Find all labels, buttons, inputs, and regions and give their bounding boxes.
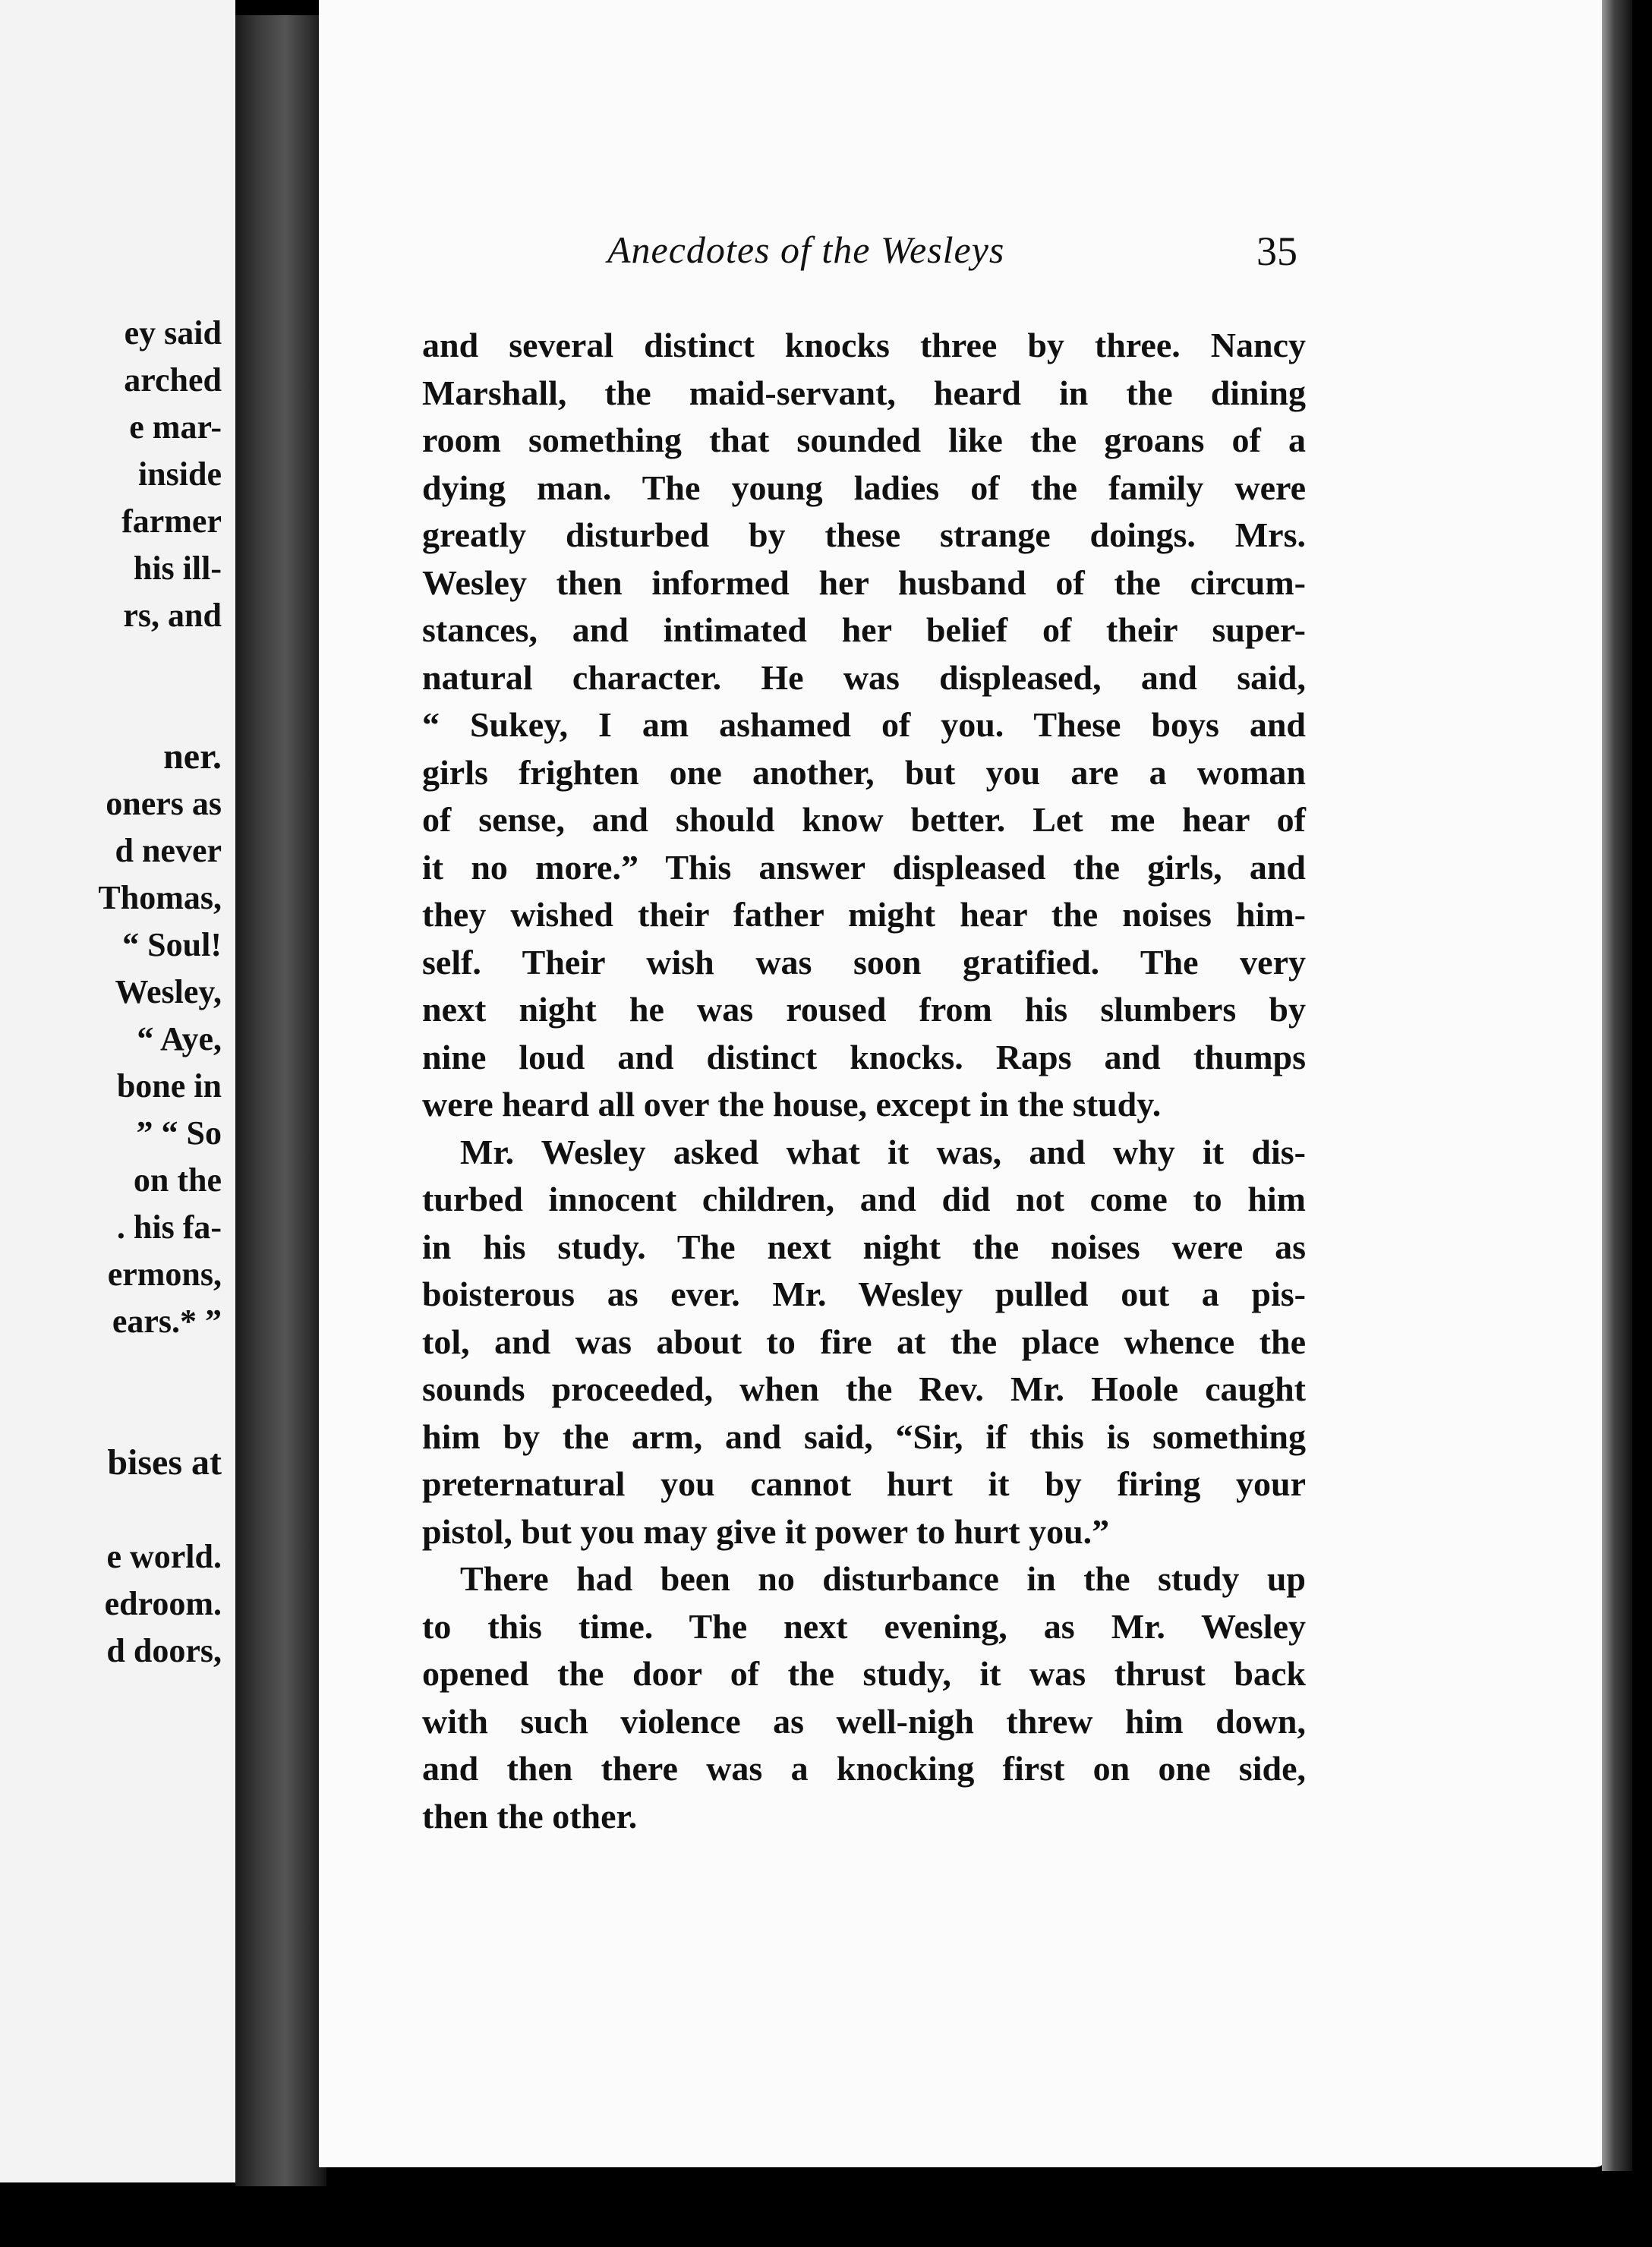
left-page-line	[0, 686, 222, 733]
text-line: boisterous as ever. Mr. Wesley pulled out a pis-	[422, 1275, 1306, 1313]
left-page-line: ears.* ”	[112, 1303, 222, 1340]
paragraph	[422, 1555, 1306, 1840]
body-text	[422, 322, 1306, 1840]
page-number: 35	[1256, 228, 1297, 274]
left-page-line: “ Soul!	[122, 926, 222, 963]
left-page-line: ner.	[163, 736, 222, 777]
left-page-line: rs, and	[123, 597, 222, 634]
text-line: Marshall, the maid-servant, heard in the dining	[422, 373, 1306, 412]
text-line: pistol, but you may give it power to hurt you.”	[422, 1511, 1110, 1551]
left-page-line: d doors,	[106, 1632, 222, 1669]
text-line: opened the door of the study, it was thrust back	[422, 1654, 1306, 1693]
text-line: natural character. He was displeased, and said,	[422, 657, 1306, 697]
running-head: Anecdotes of the Wesleys	[607, 228, 1005, 271]
text-line: they wished their father might hear the noises him-	[422, 895, 1306, 934]
left-page-line: bises at	[107, 1442, 222, 1483]
book-gutter	[235, 15, 326, 2186]
left-page-line: ” “ So	[136, 1114, 222, 1152]
left-page-line: e mar-	[129, 408, 222, 446]
text-line: stances, and intimated her belief of their super-	[422, 610, 1306, 649]
text-line: dying man. The young ladies of the family were	[422, 468, 1306, 507]
left-page-line: arched	[124, 361, 222, 399]
text-line: with such violence as well-nigh threw him down,	[422, 1701, 1306, 1741]
text-line: were heard all over the house, except in the study.	[422, 1085, 1162, 1124]
left-page-line	[0, 1392, 222, 1439]
text-line: “ Sukey, I am ashamed of you. These boys and	[422, 705, 1306, 744]
text-line: him by the arm, and said, “Sir, if this is something	[422, 1417, 1306, 1456]
left-page-line: ey said	[124, 314, 222, 351]
text-line: sounds proceeded, when the Rev. Mr. Hoole caught	[422, 1369, 1306, 1408]
left-page-line: ermons,	[107, 1256, 222, 1293]
paragraph	[422, 1129, 1306, 1556]
text-line: and then there was a knocking first on one side,	[422, 1749, 1306, 1788]
text-line: nine loud and distinct knocks. Raps and thumps	[422, 1037, 1306, 1076]
left-page-line: inside	[137, 455, 222, 493]
text-line: of sense, and should know better. Let me hear of	[422, 800, 1306, 839]
text-line: self. Their wish was soon gratified. The very	[422, 942, 1306, 982]
text-line: greatly disturbed by these strange doings. Mrs.	[422, 515, 1306, 554]
left-page-line: Wesley,	[115, 973, 222, 1010]
left-facing-page	[0, 0, 235, 2182]
left-page-line: his ill-	[133, 550, 222, 587]
text-line: girls frighten one another, but you are a woman	[422, 752, 1306, 792]
text-line: Wesley then informed her husband of the circum-	[422, 563, 1306, 602]
text-line: tol, and was about to fire at the place whence the	[422, 1322, 1306, 1361]
text-line: to this time. The next evening, as Mr. Wesley	[422, 1606, 1306, 1646]
left-page-line: oners as	[106, 785, 222, 822]
paragraph	[422, 322, 1306, 1129]
left-page-text-fragments	[0, 310, 222, 1675]
left-page-line: “ Aye,	[137, 1020, 222, 1057]
left-page-line: farmer	[121, 503, 222, 540]
left-page-line: . his fa-	[116, 1209, 222, 1246]
text-line: then the other.	[422, 1796, 638, 1836]
left-page-line: edroom.	[104, 1585, 222, 1622]
text-line: next night he was roused from his slumbers by	[422, 990, 1306, 1029]
page-edge-shadow	[1602, 0, 1632, 2171]
text-line: preternatural you cannot hurt it by firing your	[422, 1464, 1306, 1503]
left-page-line	[0, 1345, 222, 1392]
text-line: in his study. The next night the noises were as	[422, 1227, 1306, 1266]
text-line: room something that sounded like the groans of a	[422, 421, 1306, 459]
left-page-line: e world.	[106, 1538, 222, 1575]
text-line: There had been no disturbance in the study up	[460, 1559, 1306, 1598]
left-page-line: on the	[133, 1161, 222, 1199]
left-page-line: bone in	[116, 1067, 222, 1105]
text-line: turbed innocent children, and did not come to him	[422, 1180, 1306, 1218]
text-line: and several distinct knocks three by three. Nancy	[422, 326, 1306, 364]
left-page-line: Thomas,	[98, 879, 222, 916]
left-page-line	[0, 1486, 222, 1533]
left-page-line	[0, 639, 222, 686]
text-line: it no more.” This answer displeased the girls, and	[422, 847, 1306, 887]
text-line: Mr. Wesley asked what it was, and why it dis-	[460, 1132, 1306, 1171]
left-page-line: d never	[115, 832, 222, 869]
